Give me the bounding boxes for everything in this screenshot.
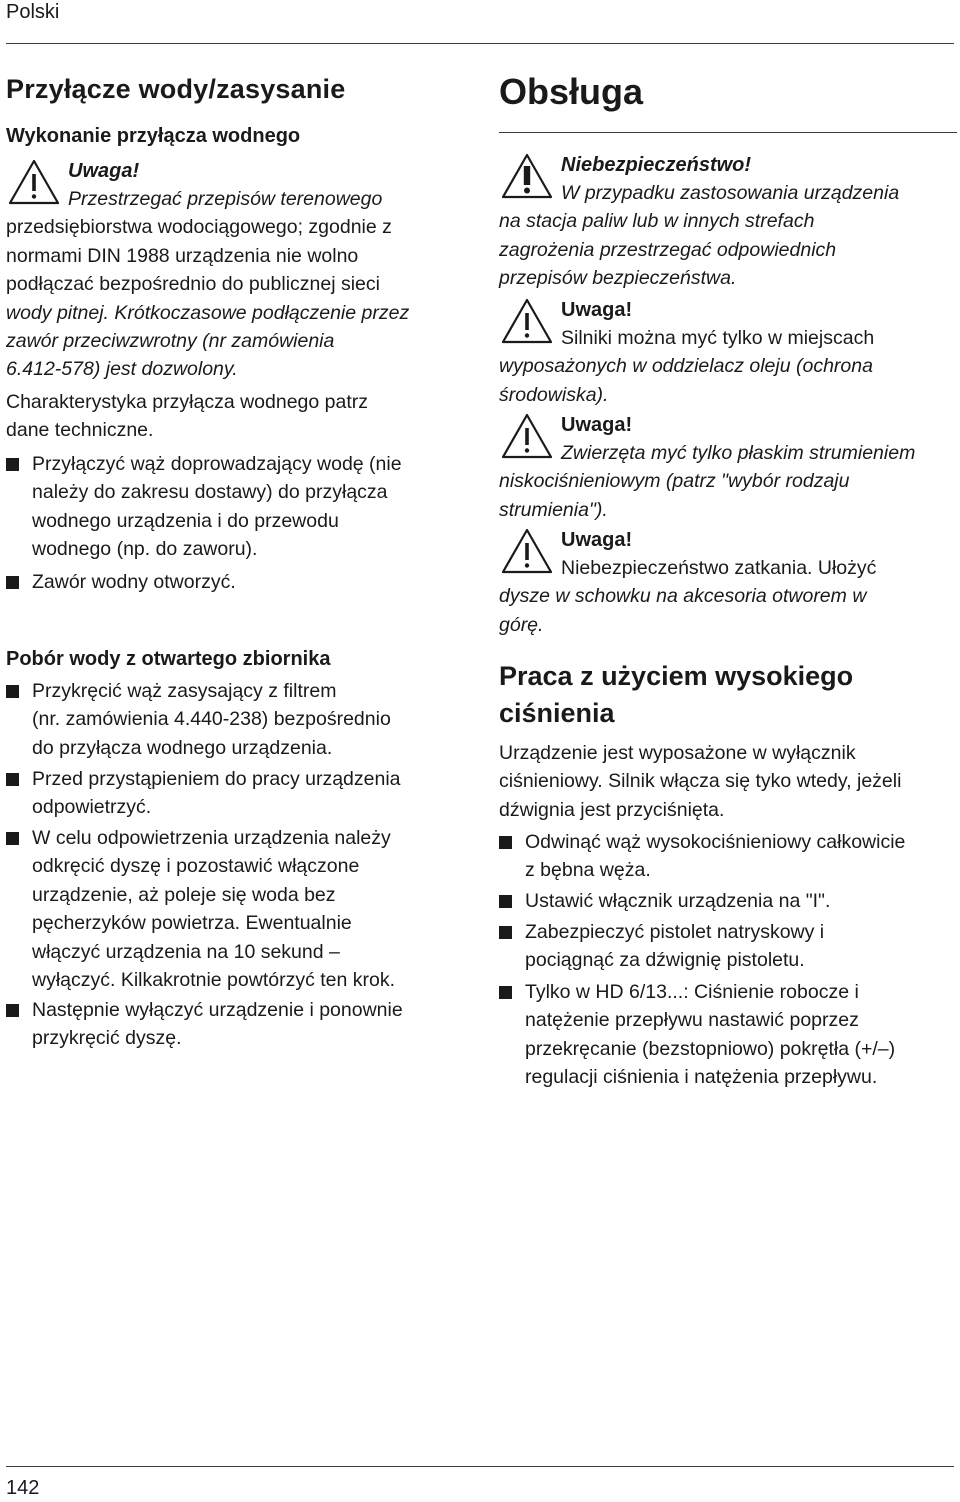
list-item: Ustawić włącznik urządzenia na "I". bbox=[499, 887, 830, 915]
bullet-square-icon bbox=[6, 685, 19, 698]
list-item: Zawór wodny otworzyć. bbox=[6, 568, 236, 596]
bullet-square-icon bbox=[6, 832, 19, 845]
bullet-square-icon bbox=[6, 1004, 19, 1017]
list-item: Przykręcić wąż zasysający z filtrem (nr. zamówienia 4.440-238) bezpośrednio do przyłącza wodnego urządzenia. bbox=[6, 677, 391, 762]
warning-body: Niebezpieczeństwo zatkania. Ułożyć dysze w schowku na akcesoria otworem w górę. bbox=[499, 557, 877, 636]
bullet-square-icon bbox=[499, 836, 512, 849]
section-title-water-connection: Przyłącze wody/zasysanie bbox=[6, 74, 346, 104]
header-language: Polski bbox=[6, 1, 60, 23]
header-divider bbox=[6, 43, 954, 44]
subheading-water-connection: Wykonanie przyłącza wodnego bbox=[6, 125, 301, 147]
paragraph-characteristics: Charakterystyka przyłącza wodnego patrz dane techniczne. bbox=[6, 391, 368, 442]
list-item: Przed przystąpieniem do pracy urządzenia odpowietrzyć. bbox=[6, 765, 401, 822]
subheading-open-tank: Pobór wody z otwartego zbiornika bbox=[6, 648, 331, 670]
footer-divider bbox=[6, 1466, 954, 1467]
danger-body: W przypadku zastosowania urządzenia na stacja paliw lub w innych strefach zagrożenia przestrzegać odpowiednich przepisów bezpieczeństwa. bbox=[499, 182, 900, 290]
list-item: Zabezpieczyć pistolet natryskowy i pociągnąć za dźwignię pistoletu. bbox=[499, 918, 824, 975]
page-number: 142 bbox=[6, 1477, 40, 1499]
warning-body: Zwierzęta myć tylko płaskim strumieniem niskociśnieniowym (patrz "wybór rodzaju strumienia"). bbox=[499, 442, 916, 521]
warning-body: Silniki można myć tylko w miejscach wyposażonych w oddzielacz oleju (ochrona środowiska). bbox=[499, 327, 875, 406]
bullet-square-icon bbox=[499, 926, 512, 939]
bullet-square-icon bbox=[6, 576, 19, 589]
list-item: W celu odpowietrzenia urządzenia należy odkręcić dyszę i pozostawić włączone urządzenie, aż poleje się woda bez pęcherzyków powietrza. Ewentualnie włączyć urządzenia na 10 sekund – wyłączyć. Kilkakrotnie powtórzyć ten krok. bbox=[6, 824, 395, 994]
list-item: Przyłączyć wąż doprowadzający wodę (nie należy do zakresu dostawy) do przyłącza wodnego urządzenia i do przewodu wodnego (np. do zaworu). bbox=[6, 450, 402, 564]
list-item: Tylko w HD 6/13...: Ciśnienie robocze i natężenie przepływu nastawić poprzez przekręcanie (bezstopniowo) pokrętła (+/–) regulacji ciśnienia i natężenia przepływu. bbox=[499, 978, 895, 1092]
warning-body: Przestrzegać przepisów terenowego przedsiębiorstwa wodociągowego; zgodnie z normami DIN 1988 urządzenia nie wolno podłączać bezpośrednio do publicznej sieci wody pitnej. Krótkoczasowe podłączenie przez zawór przeciwzwrotny (nr zamówienia 6.412-578) jest dozwolony. bbox=[6, 188, 410, 381]
list-item: Odwinąć wąż wysokociśnieniowy całkowicie z bębna węża. bbox=[499, 828, 905, 885]
section-title-operation: Obsługa bbox=[499, 71, 644, 112]
bullet-square-icon bbox=[6, 458, 19, 471]
bullet-square-icon bbox=[499, 986, 512, 999]
section-divider bbox=[499, 132, 957, 133]
bullet-square-icon bbox=[499, 895, 512, 908]
warning-title: Uwaga! bbox=[561, 299, 633, 321]
bullet-square-icon bbox=[6, 773, 19, 786]
section-title-high-pressure: Praca z użyciem wysokiego ciśnienia bbox=[499, 661, 854, 728]
warning-title: Uwaga! bbox=[68, 160, 140, 182]
paragraph-pressure-switch: Urządzenie jest wyposażone w wyłącznik ciśnieniowy. Silnik włącza się tyko wtedy, jeżeli dźwignia jest przyciśnięta. bbox=[499, 742, 902, 821]
list-item: Następnie wyłączyć urządzenie i ponownie przykręcić dyszę. bbox=[6, 996, 403, 1053]
warning-title: Uwaga! bbox=[561, 414, 633, 436]
warning-title: Uwaga! bbox=[561, 529, 633, 551]
danger-title: Niebezpieczeństwo! bbox=[561, 154, 752, 176]
